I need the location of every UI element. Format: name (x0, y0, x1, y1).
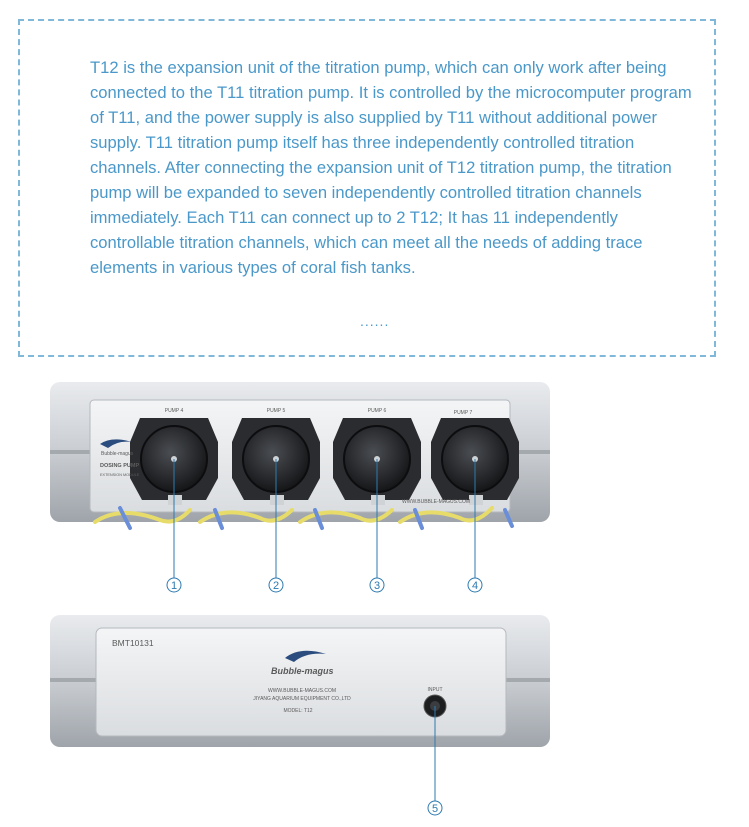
ellipsis: ...... (360, 313, 390, 329)
serial-number: BMT10131 (112, 638, 154, 648)
back-unit (50, 615, 550, 747)
callout-5 (428, 801, 442, 815)
description-box (18, 19, 716, 357)
pump-label-5: PUMP 5 (266, 408, 286, 414)
front-website: WWW.BUBBLE-MAGUS.COM (402, 499, 471, 505)
company-name: JIYANG AQUARIUM EQUIPMENT CO.,LTD (253, 696, 351, 702)
back-panel (96, 628, 506, 736)
callout-1-label: 1 (170, 580, 178, 592)
input-port-label: INPUT (427, 687, 443, 693)
callout-2 (269, 578, 283, 592)
product-label: DOSING PUMP (100, 463, 140, 469)
callout-3 (370, 578, 384, 592)
description-text: T12 is the expansion unit of the titration pump, which can only work after being connected to the T11 titration pump. It is controlled by the microcomputer program of T11, and the power supply is also supplied by T11 without additional power supply. T11 titration pump itself has three independently controlled titration channels. After connecting the expansion unit of T12 titration pump, the titration pump will be expanded to seven independently controlled titration channels immediately. Each T11 can connect up to 2 T12; It has 11 independently controllable titration channels, which can meet all the needs of adding trace elements in various types of coral fish tanks. (90, 58, 692, 277)
brand-logo-front: Bubble-magus (101, 451, 134, 457)
callout-2-label: 2 (272, 580, 280, 592)
pump-label-6: PUMP 6 (367, 408, 387, 414)
callout-4-label: 4 (471, 580, 479, 592)
brand-logo-back: Bubble-magus (271, 666, 334, 676)
pump-label-4: PUMP 4 (164, 408, 184, 414)
callout-5-label: 5 (431, 803, 439, 815)
back-website: WWW.BUBBLE-MAGUS.COM (267, 688, 337, 694)
pump-label-7: PUMP 7 (453, 410, 473, 416)
callout-1 (167, 578, 181, 592)
model-label: MODEL: T12 (283, 708, 313, 714)
extension-label: EXTENSION MODULE (100, 473, 140, 477)
callout-3-label: 3 (373, 580, 381, 592)
product-illustration (0, 360, 749, 827)
callout-4 (468, 578, 482, 592)
